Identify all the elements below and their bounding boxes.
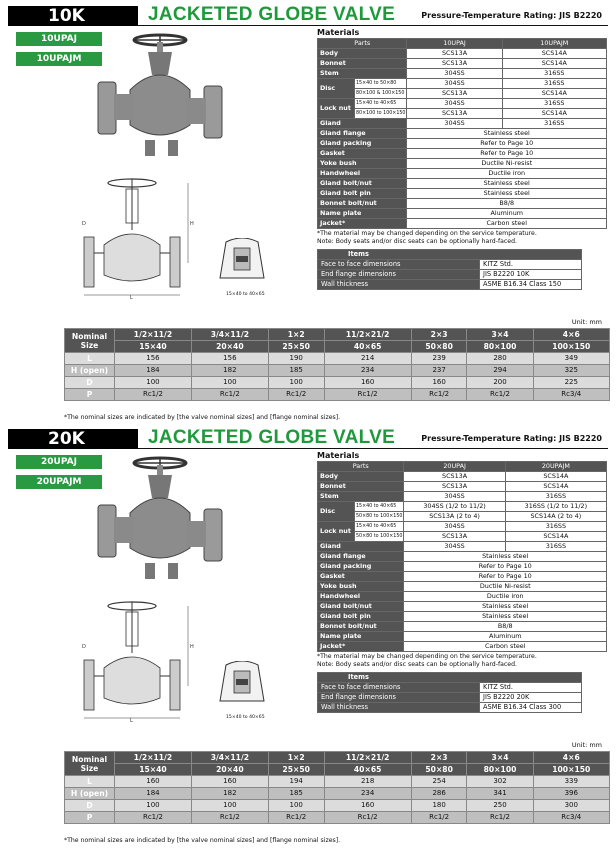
dimension-cell: Rc1/2 [115,389,192,401]
size-range: 80×100 to 100×150 [355,109,407,119]
hardface-note: Note: Body seats and/or disc seats can be optionally hard-faced. [317,238,518,245]
dimension-cell: 302 [467,776,533,788]
dimension-cell: 190 [268,353,324,365]
dimension-cell: 214 [324,353,411,365]
dimension-sub: (open) [79,789,109,798]
material-cell: 304SS [404,522,505,532]
part-name: Bonnet bolt/nut [318,199,407,209]
dimension-cell: 294 [467,365,533,377]
dimension-symbol: L [87,354,92,363]
section-title: JACKETED GLOBE VALVE [148,427,396,448]
size-inch-header: 3/4×11/2 [191,752,268,764]
part-name: Disc [318,502,355,522]
section-header [8,6,608,26]
footnote: *The nominal sizes are indicated by [the valve nominal sizes] and [flange nominal sizes]. [64,837,341,844]
dimension-symbol: P [86,390,93,399]
size-range: 15×40 to 40×65 [355,99,407,109]
size-mm-header: 40×65 [324,341,411,353]
material-cell: B8/8 [407,199,607,209]
dimension-cell: 180 [411,800,467,812]
materials-header-cell: Parts [318,39,407,49]
dimension-cell: 160 [115,776,192,788]
material-cell: 304SS (1/2 to 11/2) [404,502,505,512]
dimension-cell: 156 [191,353,268,365]
part-name: Name plate [318,632,404,642]
material-cell: 304SS [407,99,502,109]
material-cell: 304SS [404,492,505,502]
dimension-cell: 234 [324,365,411,377]
size-mm-header: 25×50 [268,764,324,776]
part-name: Stem [318,492,404,502]
item-name: End flange dimensions [318,693,480,703]
dimension-cell: Rc1/2 [467,812,533,824]
materials-header-cell: Parts [318,462,404,472]
svg-text:D: D [82,221,86,227]
part-name: Disc [318,79,355,99]
material-cell: Carbon steel [404,642,607,652]
item-name: Face to face dimensions [318,260,480,270]
part-name: Gland packing [318,562,404,572]
size-range: 15×40 to 40×65 [355,522,404,532]
dimension-label [65,389,115,401]
svg-text:H: H [190,221,194,227]
dimension-cell: 194 [268,776,324,788]
unit-label: Unit: mm [571,318,602,326]
part-name: Handwheel [318,169,407,179]
material-cell: SCS14A [502,59,606,69]
materials-table [317,461,607,652]
material-cell: SCS13A [404,532,505,542]
dimension-label [65,812,115,824]
item-name: End flange dimensions [318,270,480,280]
dimension-cell: 300 [533,800,609,812]
dimension-cell: Rc3/4 [533,812,609,824]
material-cell: Refer to Page 10 [404,562,607,572]
dimension-cell: 100 [191,800,268,812]
material-cell: SCS14A [502,109,606,119]
size-inch-header: 3/4×11/2 [191,329,268,341]
size-range: 15×40 to 40×65 [355,502,404,512]
svg-text:L: L [130,295,133,300]
items-table [317,249,582,290]
material-cell: SCS13A [407,59,502,69]
material-cell: 304SS [407,119,502,129]
material-cell: Carbon steel [407,219,607,229]
dimension-cell: 100 [268,377,324,389]
dimensions-table [64,328,610,401]
valve-photo [90,30,230,174]
dimension-cell: 339 [533,776,609,788]
item-value: KITZ Std. [480,683,582,693]
svg-text:H: H [190,644,194,650]
size-mm-header: 100×150 [533,341,609,353]
dimension-cell: Rc1/2 [324,812,411,824]
part-name: Gland bolt pin [318,189,407,199]
size-inch-header: 1/2×11/2 [115,752,192,764]
material-cell: Refer to Page 10 [404,572,607,582]
items-table [317,672,582,713]
valve-drawing [80,175,200,304]
part-name: Gland flange [318,552,404,562]
part-name: Gland [318,119,407,129]
dimension-cell: Rc1/2 [467,389,533,401]
material-cell: SCS13A [407,109,502,119]
svg-text:D: D [82,644,86,650]
size-range: 50×80 to 100×150 [355,532,404,542]
dimension-cell: 200 [467,377,533,389]
valve-drawing [80,598,200,727]
size-range: 80×100 & 100×150 [355,89,407,99]
material-cell: Ductile Ni-resist [404,582,607,592]
dimension-symbol: H [70,366,78,375]
dimension-cell: Rc1/2 [411,389,467,401]
part-name: Gland [318,542,404,552]
part-name: Gland bolt/nut [318,602,404,612]
dimension-cell: 100 [191,377,268,389]
dimension-label [65,776,115,788]
size-mm-header: 100×150 [533,764,609,776]
detail-label: 15×40 to 40×65 [226,292,265,297]
dimension-cell: 341 [467,788,533,800]
material-cell: SCS13A [407,89,502,99]
material-cell: SCS14A [505,482,606,492]
size-inch-header: 1×2 [268,752,324,764]
dimension-cell: Rc1/2 [115,812,192,824]
pressure-rating: Pressure-Temperature Rating: JIS B2220 [421,434,602,443]
material-cell: Aluminum [404,632,607,642]
dimension-cell: 182 [191,365,268,377]
dimension-cell: Rc1/2 [268,389,324,401]
part-name: Name plate [318,209,407,219]
material-cell: 316SS [505,492,606,502]
material-cell: 316SS [505,522,606,532]
item-value: ASME B16.34 Class 150 [480,280,582,290]
item-name: Wall thickness [318,703,480,713]
dimension-cell: 225 [533,377,609,389]
size-mm-header: 50×80 [411,764,467,776]
nominal-size-header: Nominal Size [65,329,115,353]
part-name: Gland bolt/nut [318,179,407,189]
dimension-cell: 100 [115,377,192,389]
dimension-cell: Rc1/2 [268,812,324,824]
size-range: 15×40 to 50×80 [355,79,407,89]
dimension-cell: 396 [533,788,609,800]
dimension-cell: 160 [324,377,411,389]
dimension-cell: 280 [467,353,533,365]
material-cell: Ductile iron [407,169,607,179]
dimension-cell: 325 [533,365,609,377]
model-badge: 10UPAJ [16,32,102,46]
materials-header-cell: 10UPAJM [502,39,606,49]
material-cell: Stainless steel [404,602,607,612]
dimension-cell: Rc1/2 [411,812,467,824]
part-name: Stem [318,69,407,79]
item-value: KITZ Std. [480,260,582,270]
material-cell: SCS14A (2 to 4) [505,512,606,522]
part-name: Gland packing [318,139,407,149]
dimension-cell: 185 [268,365,324,377]
material-note: *The material may be changed depending on the service temperature. [317,230,537,237]
material-cell: Refer to Page 10 [407,139,607,149]
detail-label: 15×40 to 40×65 [226,715,265,720]
material-cell: SCS14A [505,532,606,542]
size-mm-header: 80×100 [467,764,533,776]
material-cell: SCS14A [505,472,606,482]
part-name: Body [318,472,404,482]
dimension-symbol: H [70,789,78,798]
part-name: Jacket* [318,642,404,652]
dimension-label [65,353,115,365]
part-name: Handwheel [318,592,404,602]
item-value: JIS B2220 20K [480,693,582,703]
detail-drawing [216,238,268,292]
valve-photo [90,453,230,597]
size-inch-header: 1/2×11/2 [115,329,192,341]
item-value: JIS B2220 10K [480,270,582,280]
material-cell: 316SS [502,69,606,79]
material-cell: 316SS (1/2 to 11/2) [505,502,606,512]
dimension-cell: 254 [411,776,467,788]
part-name: Lock nut [318,99,355,119]
material-cell: 316SS [502,79,606,89]
part-name: Gland flange [318,129,407,139]
dimension-label [65,800,115,812]
size-inch-header: 11/2×21/2 [324,329,411,341]
material-cell: SCS13A [407,49,502,59]
dimension-cell: 234 [324,788,411,800]
nominal-size-header: Nominal Size [65,752,115,776]
dimension-cell: 218 [324,776,411,788]
part-name: Bonnet [318,482,404,492]
items-header: Items [318,673,582,683]
size-mm-header: 50×80 [411,341,467,353]
material-cell: 316SS [502,99,606,109]
size-mm-header: 40×65 [324,764,411,776]
item-name: Face to face dimensions [318,683,480,693]
material-cell: SCS13A [404,472,505,482]
size-inch-header: 2×3 [411,752,467,764]
dimension-cell: 239 [411,353,467,365]
items-header: Items [318,250,582,260]
dimension-cell: Rc1/2 [191,389,268,401]
part-name: Bonnet bolt/nut [318,622,404,632]
materials-label: Materials [317,28,360,37]
dimension-cell: 156 [115,353,192,365]
material-cell: Stainless steel [404,552,607,562]
dimension-cell: 184 [115,365,192,377]
dimension-cell: Rc1/2 [324,389,411,401]
dimension-cell: 100 [268,800,324,812]
material-cell: SCS14A [502,49,606,59]
pressure-class: 20K [8,429,138,449]
dimension-symbol: D [86,801,93,810]
dimension-symbol: L [87,777,92,786]
pressure-class: 10K [8,6,138,26]
material-cell: Aluminum [407,209,607,219]
material-cell: 304SS [404,542,505,552]
dimension-cell: 237 [411,365,467,377]
dimension-cell: 349 [533,353,609,365]
svg-text:L: L [130,718,133,723]
material-cell: 304SS [407,69,502,79]
size-mm-header: 20×40 [191,764,268,776]
material-cell: 316SS [505,542,606,552]
dimension-cell: 182 [191,788,268,800]
size-range: 50×80 to 100×150 [355,512,404,522]
material-note: *The material may be changed depending on the service temperature. [317,653,537,660]
section-title: JACKETED GLOBE VALVE [148,4,396,25]
size-inch-header: 1×2 [268,329,324,341]
model-badge: 20UPAJM [16,475,102,489]
pressure-rating: Pressure-Temperature Rating: JIS B2220 [421,11,602,20]
dimension-cell: 160 [411,377,467,389]
dimension-cell: Rc1/2 [191,812,268,824]
material-cell: Stainless steel [404,612,607,622]
material-cell: SCS13A (2 to 4) [404,512,505,522]
size-inch-header: 4×6 [533,752,609,764]
dimension-cell: 100 [115,800,192,812]
material-cell: SCS14A [502,89,606,99]
item-value: ASME B16.34 Class 300 [480,703,582,713]
materials-block [317,28,607,290]
dimension-cell: 286 [411,788,467,800]
material-cell: Ductile iron [404,592,607,602]
dimension-cell: 185 [268,788,324,800]
part-name: Lock nut [318,522,355,542]
dimension-label [65,377,115,389]
part-name: Gland bolt pin [318,612,404,622]
dimension-cell: 184 [115,788,192,800]
material-cell: Stainless steel [407,129,607,139]
model-badge: 20UPAJ [16,455,102,469]
material-cell: Stainless steel [407,179,607,189]
dimensions-table [64,751,610,824]
hardface-note: Note: Body seats and/or disc seats can be optionally hard-faced. [317,661,518,668]
dimension-cell: Rc3/4 [533,389,609,401]
size-mm-header: 25×50 [268,341,324,353]
size-inch-header: 2×3 [411,329,467,341]
dimension-symbol: D [86,378,93,387]
part-name: Yoke bush [318,159,407,169]
dimension-label [65,788,115,800]
part-name: Gasket [318,572,404,582]
section-header [8,429,608,449]
material-cell: Ductile Ni-resist [407,159,607,169]
material-cell: B8/8 [404,622,607,632]
size-mm-header: 80×100 [467,341,533,353]
item-name: Wall thickness [318,280,480,290]
material-cell: 304SS [407,79,502,89]
part-name: Gasket [318,149,407,159]
materials-header-cell: 20UPAJ [404,462,505,472]
part-name: Body [318,49,407,59]
size-inch-header: 4×6 [533,329,609,341]
materials-table [317,38,607,229]
dimension-label [65,365,115,377]
model-badge: 10UPAJM [16,52,102,66]
part-name: Yoke bush [318,582,404,592]
unit-label: Unit: mm [571,741,602,749]
material-cell: 316SS [502,119,606,129]
size-mm-header: 20×40 [191,341,268,353]
part-name: Bonnet [318,59,407,69]
detail-drawing [216,661,268,715]
dimension-cell: 160 [191,776,268,788]
dimension-cell: 160 [324,800,411,812]
part-name: Jacket* [318,219,407,229]
dimension-symbol: P [86,813,93,822]
size-inch-header: 3×4 [467,752,533,764]
size-inch-header: 11/2×21/2 [324,752,411,764]
material-cell: Stainless steel [407,189,607,199]
dimension-sub: (open) [79,366,109,375]
size-mm-header: 15×40 [115,764,192,776]
materials-label: Materials [317,451,360,460]
materials-header-cell: 20UPAJM [505,462,606,472]
footnote: *The nominal sizes are indicated by [the valve nominal sizes] and [flange nominal sizes]. [64,414,341,421]
dimension-cell: 250 [467,800,533,812]
size-mm-header: 15×40 [115,341,192,353]
size-inch-header: 3×4 [467,329,533,341]
material-cell: SCS13A [404,482,505,492]
materials-block [317,451,607,713]
materials-header-cell: 10UPAJ [407,39,502,49]
material-cell: Refer to Page 10 [407,149,607,159]
